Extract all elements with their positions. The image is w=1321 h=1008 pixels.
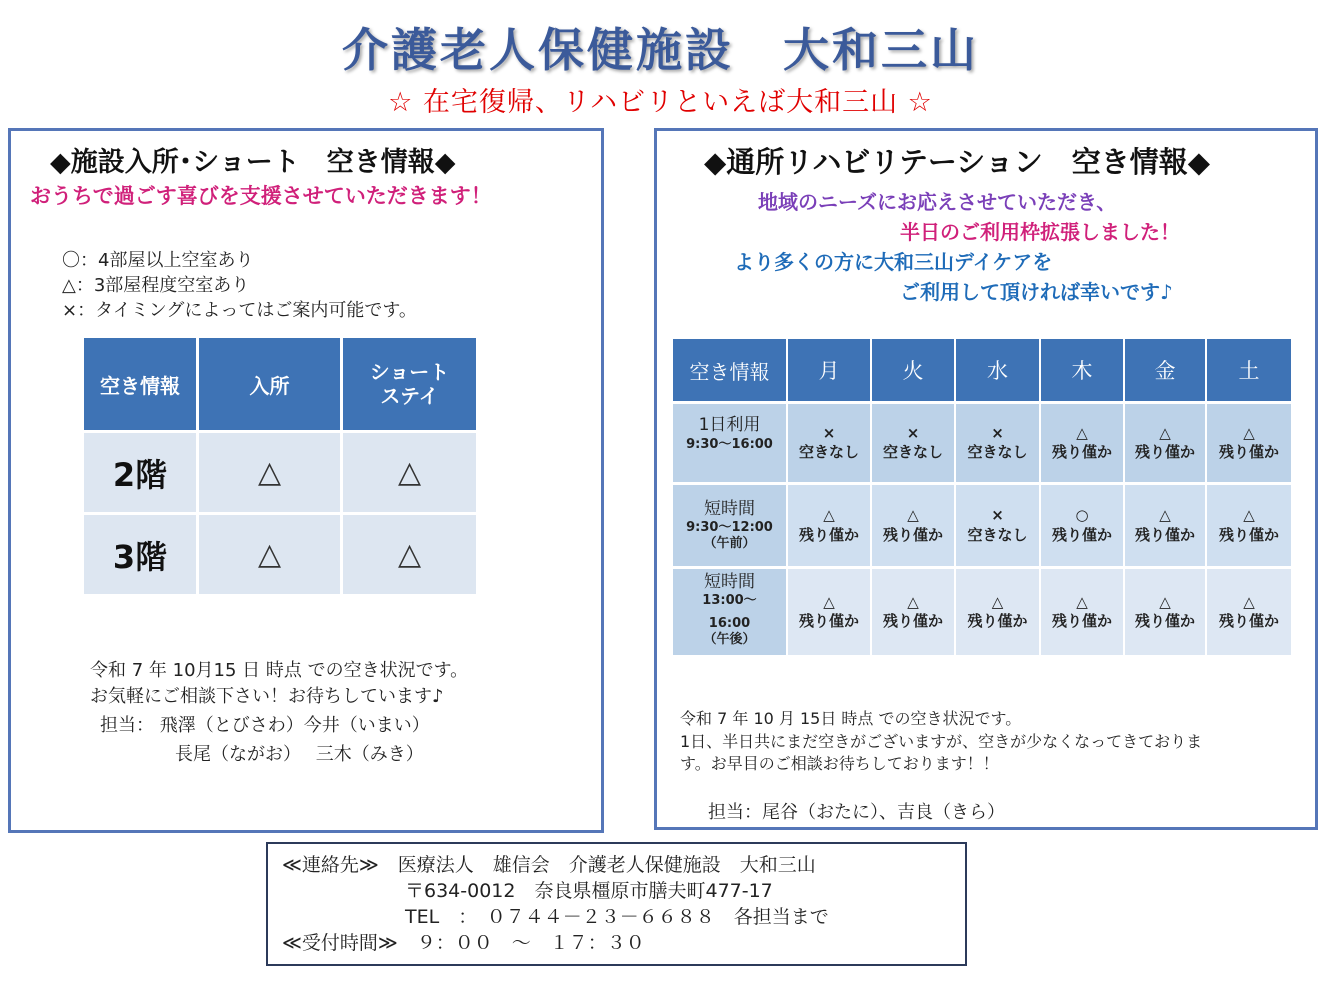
contact-organization: ≪連絡先≫ 医療法人 雄信会 介護老人保健施設 大和三山 <box>282 854 816 876</box>
vacancy-cell <box>1125 401 1207 482</box>
vacancy-mark: △ <box>991 592 1004 611</box>
table-row <box>84 512 476 594</box>
vacancy-mark: △ <box>1159 592 1171 611</box>
short-stay-status: △ <box>343 430 476 512</box>
vacancy-text: 残り僅か <box>1134 612 1195 630</box>
vacancy-text: 残り僅か <box>1051 443 1112 461</box>
nyusho-status: △ <box>199 430 343 512</box>
session-label <box>673 566 788 655</box>
vacancy-mark: × <box>991 423 1004 442</box>
vacancy-text: 残り僅か <box>1051 525 1112 544</box>
daycare-status-note-2: す。お早目のご相談お待ちしております！！ <box>680 754 999 773</box>
vacancy-mark: △ <box>1159 506 1171 524</box>
vacancy-mark: △ <box>1159 423 1171 442</box>
facility-staff-line2: 長尾（ながお） 三木（みき） <box>175 744 424 765</box>
vacancy-text: 残り僅か <box>798 525 859 544</box>
vacancy-text: 残り僅か <box>882 525 943 544</box>
table-header-vacancy: 空き情報 <box>84 338 199 430</box>
vacancy-mark: ○ <box>1075 506 1089 524</box>
session-name: 短時間 <box>704 572 755 592</box>
vacancy-cell <box>1125 482 1207 566</box>
facility-status-date: 令和 7 年 10月15 日 時点 での空き状況です。 <box>90 660 469 681</box>
table-row <box>84 430 476 512</box>
vacancy-mark: △ <box>907 506 919 524</box>
day-header-wed: 水 <box>956 339 1041 401</box>
vacancy-cell <box>872 482 956 566</box>
vacancy-cell <box>788 566 872 655</box>
facility-tagline: おうちで過ごす喜びを支援させていただきます！ <box>30 184 492 208</box>
vacancy-text: 残り僅か <box>1218 443 1279 461</box>
daycare-intro-4: ご利用して頂ければ幸いです♪ <box>900 280 1173 304</box>
vacancy-cell <box>1207 482 1291 566</box>
vacancy-cell <box>788 482 872 566</box>
vacancy-mark: × <box>906 423 920 442</box>
vacancy-mark: △ <box>823 592 835 611</box>
daycare-intro-2: 半日のご利用枠拡張しました！ <box>900 220 1180 244</box>
daycare-panel-title: ◆通所リハビリテーション 空き情報◆ <box>704 145 1210 179</box>
vacancy-mark: × <box>822 423 836 442</box>
vacancy-cell <box>956 482 1041 566</box>
vacancy-mark: △ <box>1076 592 1088 611</box>
day-header-sat: 土 <box>1207 339 1291 401</box>
vacancy-cell <box>1125 566 1207 655</box>
daycare-staff: 担当：尾谷（おたに）、吉良（きら） <box>708 802 1005 823</box>
day-header-mon: 月 <box>788 339 872 401</box>
vacancy-mark: × <box>991 506 1004 524</box>
legend-circle: 〇：4部屋以上空室あり <box>62 250 254 271</box>
session-name: 短時間 <box>704 498 755 519</box>
nyusho-status: △ <box>199 512 343 594</box>
page-title: 介護老人保健施設 大和三山 <box>342 23 979 77</box>
facility-staff-line1: 担当： 飛澤（とびさわ）今井（いまい） <box>100 715 430 736</box>
contact-phone: TEL ： ０７４４－２３－６６８８ 各担当まで <box>405 906 829 928</box>
session-sub: （午前） <box>703 536 756 552</box>
session-label <box>673 401 788 482</box>
contact-address: 〒634-0012 奈良県橿原市膳夫町477-17 <box>405 880 773 902</box>
vacancy-text: 残り僅か <box>798 612 859 630</box>
vacancy-cell <box>1207 401 1291 482</box>
floor-label: 3階 <box>84 512 199 594</box>
day-header-fri: 金 <box>1125 339 1207 401</box>
vacancy-text: 残り僅か <box>1134 525 1195 544</box>
vacancy-mark: △ <box>1076 423 1088 442</box>
daycare-vacancy-table <box>673 339 1291 655</box>
vacancy-cell <box>872 401 956 482</box>
session-name: 1日利用 <box>698 415 761 436</box>
vacancy-cell <box>788 401 872 482</box>
daycare-status-note-1: 1日、半日共にまだ空きがございますが、空きが少なくなってきておりま <box>680 732 1203 751</box>
vacancy-cell <box>956 566 1041 655</box>
vacancy-text: 残り僅か <box>967 612 1028 630</box>
vacancy-mark: △ <box>1243 423 1255 442</box>
daycare-intro-1: 地域のニーズにお応えさせていただき、 <box>758 190 1117 214</box>
vacancy-text: 残り僅か <box>1218 612 1279 630</box>
session-time-end: 16:00 <box>708 615 751 631</box>
table-header-vacancy: 空き情報 <box>673 339 788 401</box>
floor-label: 2階 <box>84 430 199 512</box>
vacancy-cell <box>1041 401 1125 482</box>
session-sub: （午後） <box>703 631 756 647</box>
table-row <box>673 401 1291 482</box>
table-row <box>673 566 1291 655</box>
session-label <box>673 482 788 566</box>
vacancy-cell <box>1041 566 1125 655</box>
vacancy-mark: △ <box>823 506 835 524</box>
vacancy-text: 残り僅か <box>1134 443 1195 461</box>
vacancy-cell <box>956 401 1041 482</box>
vacancy-cell <box>1207 566 1291 655</box>
vacancy-cell <box>872 566 956 655</box>
vacancy-text: 残り僅か <box>1218 525 1279 544</box>
vacancy-text: 空きなし <box>798 443 859 461</box>
session-time: 13:00～ <box>702 593 757 609</box>
table-header-short-stay: ショート ステイ <box>343 338 476 430</box>
vacancy-cell <box>1041 482 1125 566</box>
facility-status-note: お気軽にご相談下さい！お待ちしています♪ <box>90 686 444 707</box>
vacancy-mark: △ <box>1243 592 1255 611</box>
vacancy-text: 残り僅か <box>1051 612 1112 630</box>
daycare-status-date: 令和 7 年 10 月 15日 時点 での空き状況です。 <box>680 709 1022 728</box>
session-time: 9:30～16:00 <box>686 436 773 452</box>
day-header-thu: 木 <box>1041 339 1125 401</box>
vacancy-text: 残り僅か <box>882 612 943 630</box>
page-subtitle: ☆ 在宅復帰、リハビリといえば大和三山 ☆ <box>388 87 933 118</box>
table-row <box>673 482 1291 566</box>
vacancy-text: 空きなし <box>967 525 1028 544</box>
short-stay-status: △ <box>343 512 476 594</box>
day-header-tue: 火 <box>872 339 956 401</box>
session-time: 9:30～12:00 <box>686 519 773 535</box>
vacancy-text: 空きなし <box>967 443 1028 461</box>
legend-triangle: △：3部屋程度空室あり <box>62 275 250 296</box>
legend-cross: ×：タイミングによってはご案内可能です。 <box>62 300 417 321</box>
vacancy-mark: △ <box>1243 506 1255 524</box>
facility-vacancy-table <box>84 338 476 594</box>
contact-hours: ≪受付時間≫ ９：００ ～ １７：３０ <box>282 932 645 954</box>
vacancy-text: 空きなし <box>882 443 943 461</box>
table-header-nyusho: 入所 <box>199 338 343 430</box>
facility-panel-title: ◆施設入所･ショート 空き情報◆ <box>50 147 456 178</box>
vacancy-mark: △ <box>907 592 919 611</box>
daycare-intro-3: より多くの方に大和三山デイケアを <box>734 250 1053 274</box>
